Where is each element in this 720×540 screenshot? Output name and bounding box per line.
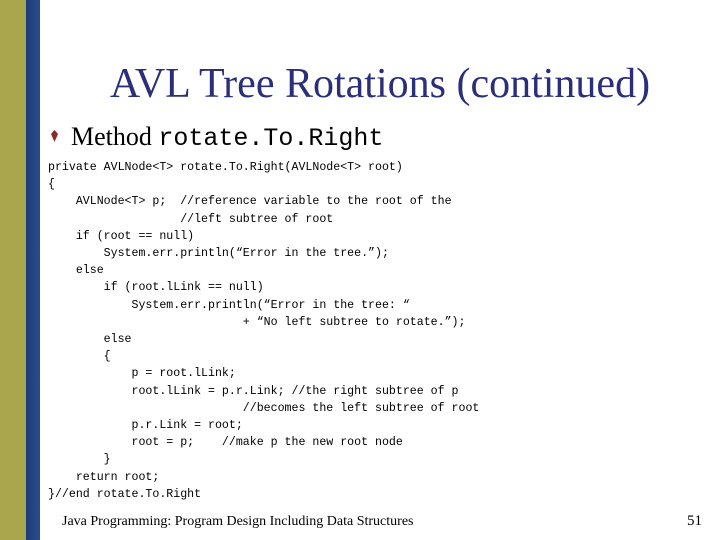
bullet-icon bbox=[50, 130, 59, 142]
code-line: }//end rotate.To.Right bbox=[48, 487, 202, 501]
code-line: p = root.lLink; bbox=[48, 367, 236, 381]
code-line: System.err.println(“Error in the tree: “ bbox=[48, 298, 410, 312]
code-block bbox=[48, 159, 479, 503]
footer-text: Java Programming: Program Design Including Data Structures bbox=[62, 514, 414, 529]
code-line: } bbox=[48, 453, 111, 467]
code-line: if (root.lLink == null) bbox=[48, 281, 264, 295]
code-line: return root; bbox=[48, 470, 160, 484]
code-line: p.r.Link = root; bbox=[48, 419, 243, 433]
left-olive-band bbox=[0, 0, 26, 540]
code-line: System.err.println(“Error in the tree.”); bbox=[48, 247, 389, 261]
code-line: { bbox=[48, 178, 55, 192]
left-navy-band bbox=[26, 0, 40, 540]
code-line: else bbox=[48, 333, 132, 347]
bullet-label: Method bbox=[71, 122, 159, 151]
page-number: 51 bbox=[687, 513, 702, 529]
code-line: AVLNode<T> p; //reference variable to the root of the bbox=[48, 195, 452, 209]
code-line: //left subtree of root bbox=[48, 212, 334, 226]
code-line: { bbox=[48, 350, 111, 364]
code-line: root.lLink = p.r.Link; //the right subtree of p bbox=[48, 384, 459, 398]
code-line: if (root == null) bbox=[48, 229, 195, 243]
code-line: //becomes the left subtree of root bbox=[48, 401, 480, 415]
code-line: private AVLNode<T> rotate.To.Right(AVLNode<T> root) bbox=[48, 161, 403, 174]
code-line: root = p; //make p the new root node bbox=[48, 436, 403, 450]
code-line: + “No left subtree to rotate.”); bbox=[48, 315, 466, 329]
code-line: else bbox=[48, 264, 104, 278]
bullet-item bbox=[50, 122, 383, 153]
slide-title: AVL Tree Rotations (continued) bbox=[109, 61, 651, 107]
method-name: rotate.To.Right bbox=[158, 124, 384, 153]
